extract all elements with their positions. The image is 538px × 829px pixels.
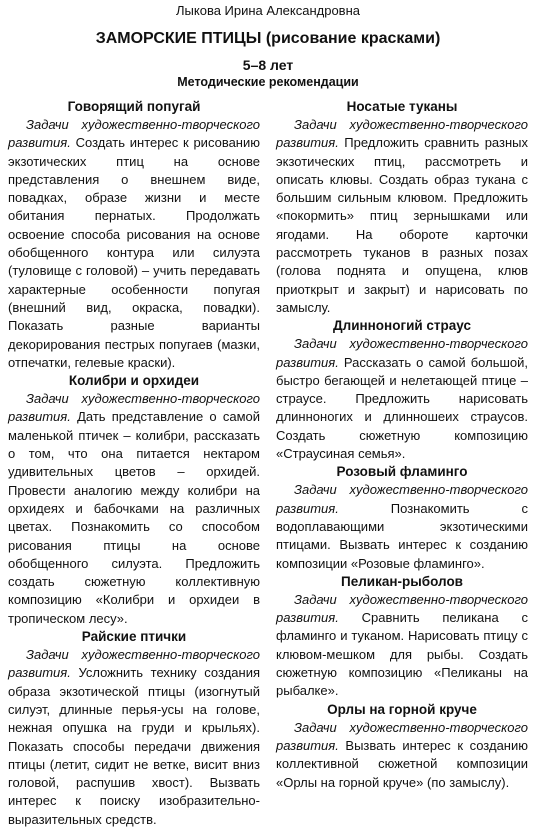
section-body <box>276 719 528 792</box>
section-lead: Задачи художественно-творческого развития. <box>276 482 528 516</box>
age-range: 5–8 лет <box>242 57 294 73</box>
section-parrot <box>8 98 260 372</box>
author-name: Лыкова Ирина Александровна <box>176 3 360 18</box>
section-heading: Носатые туканы <box>346 99 458 114</box>
section-text: Сравнить пеликана с фламинго и туканом. Нарисовать птицу с клювом-мешком для рыбы. Создать сюжетную композицию «Пеликаны на рыбалке». <box>276 610 528 699</box>
section-lead: Задачи художественно-творческого развития. <box>8 117 260 151</box>
section-lead: Задачи художественно-творческого развития. <box>276 719 528 753</box>
section-lead: Задачи художественно-творческого развития. <box>276 336 528 370</box>
section-text: Познакомить с водоплавающими экзотическими птицами. Вызвать интерес к созданию композиции «Розовые фламинго». <box>276 500 528 571</box>
section-heading: Орлы на горной круче <box>327 701 477 717</box>
page-title: ЗАМОРСКИЕ ПТИЦЫ (рисование красками) <box>95 30 441 47</box>
section-body <box>276 335 528 463</box>
section-toucans <box>276 98 528 317</box>
section-text: Создать интерес к рисованию экзотических птиц на основе представления о внешнем виде, повадках, образе жизни и месте обитания пернатых. Продолжать освоение способа рисования на основе обобщенного контура или силуэта (туловище с головой) – учить передавать характерные особенности попугая (внешний вид, окраска, повадки). Показать разные варианты декорирования пестрых попугаев (мазки, отпечатки, гелевые краски). <box>8 135 260 370</box>
section-text: Рассказать о самой большой, быстро бегающей и нелетающей птице – страусе. Предложить нарисовать длинноногих и длинношеих страусов. Создать сюжетную композицию «Страусиная семья». <box>276 354 528 462</box>
section-hummingbird <box>8 372 260 628</box>
section-eagles <box>276 701 528 792</box>
section-ostrich <box>276 317 528 463</box>
section-body <box>8 646 260 829</box>
section-paradise-birds <box>8 628 260 829</box>
section-text: Дать представление о самой маленькой птичек – колибри, рассказать о том, что она питается нектаром удивительных цветов – орхидей. Провести аналогию между колибри на орхидеях и бабочками на различных цветах. Познакомить со способом рисования птицы на основе обобщенного силуэта. Предложить создать сюжетную коллективную композицию «Колибри и орхидеи в тропическом лесу». <box>8 409 260 626</box>
section-body <box>276 116 528 317</box>
section-lead: Задачи художественно-творческого развития. <box>276 591 528 626</box>
section-lead: Задачи художественно-творческого развития. <box>8 647 260 681</box>
section-pelican <box>276 573 528 701</box>
page-subtitle: Методические рекомендации <box>177 75 359 89</box>
section-text: Усложнить технику создания образа экзотической птицы (изогнутый силуэт, длинные перья-усы на голове, нежная опушка на груди и крыльях). Показать способы передачи движения птицы (летит, сидит не ветке, висит вниз головой, распушив хвост). Вызвать интерес к поиску изобразительно-выразительных средств. <box>8 665 260 827</box>
text-columns <box>8 98 528 829</box>
section-lead: Задачи художественно-творческого развития. <box>276 117 528 151</box>
left-column <box>8 98 260 829</box>
section-heading: Розовый фламинго <box>336 464 468 480</box>
section-heading: Пеликан-рыболов <box>341 573 463 589</box>
section-body <box>8 390 260 628</box>
right-column <box>276 98 528 829</box>
section-heading: Колибри и орхидеи <box>68 373 200 389</box>
section-heading: Говорящий попугай <box>67 99 201 114</box>
section-heading: Райские птички <box>81 629 187 645</box>
section-lead: Задачи художественно-творческого развития. <box>8 391 260 425</box>
section-body <box>276 591 528 701</box>
section-flamingo <box>276 463 528 572</box>
section-text: Предложить сравнить разных экзотических птиц, рассмотреть и описать клювы. Создать образ тукана с большим сильным клювом. Предложить «покормить» птиц зернышками или ягодами. На обороте карточки рассмотреть туканов в разных позах (голова поднята и опущена, клюв приоткрыт и закрыт) и нарисовать по замыслу. <box>276 135 528 315</box>
section-heading: Длинноногий страус <box>333 318 471 334</box>
section-body <box>8 116 260 372</box>
section-body <box>276 481 528 572</box>
section-text: Вызвать интерес к созданию коллективной сюжетной композиции «Орлы на горной круче» (по замыслу). <box>276 737 528 790</box>
